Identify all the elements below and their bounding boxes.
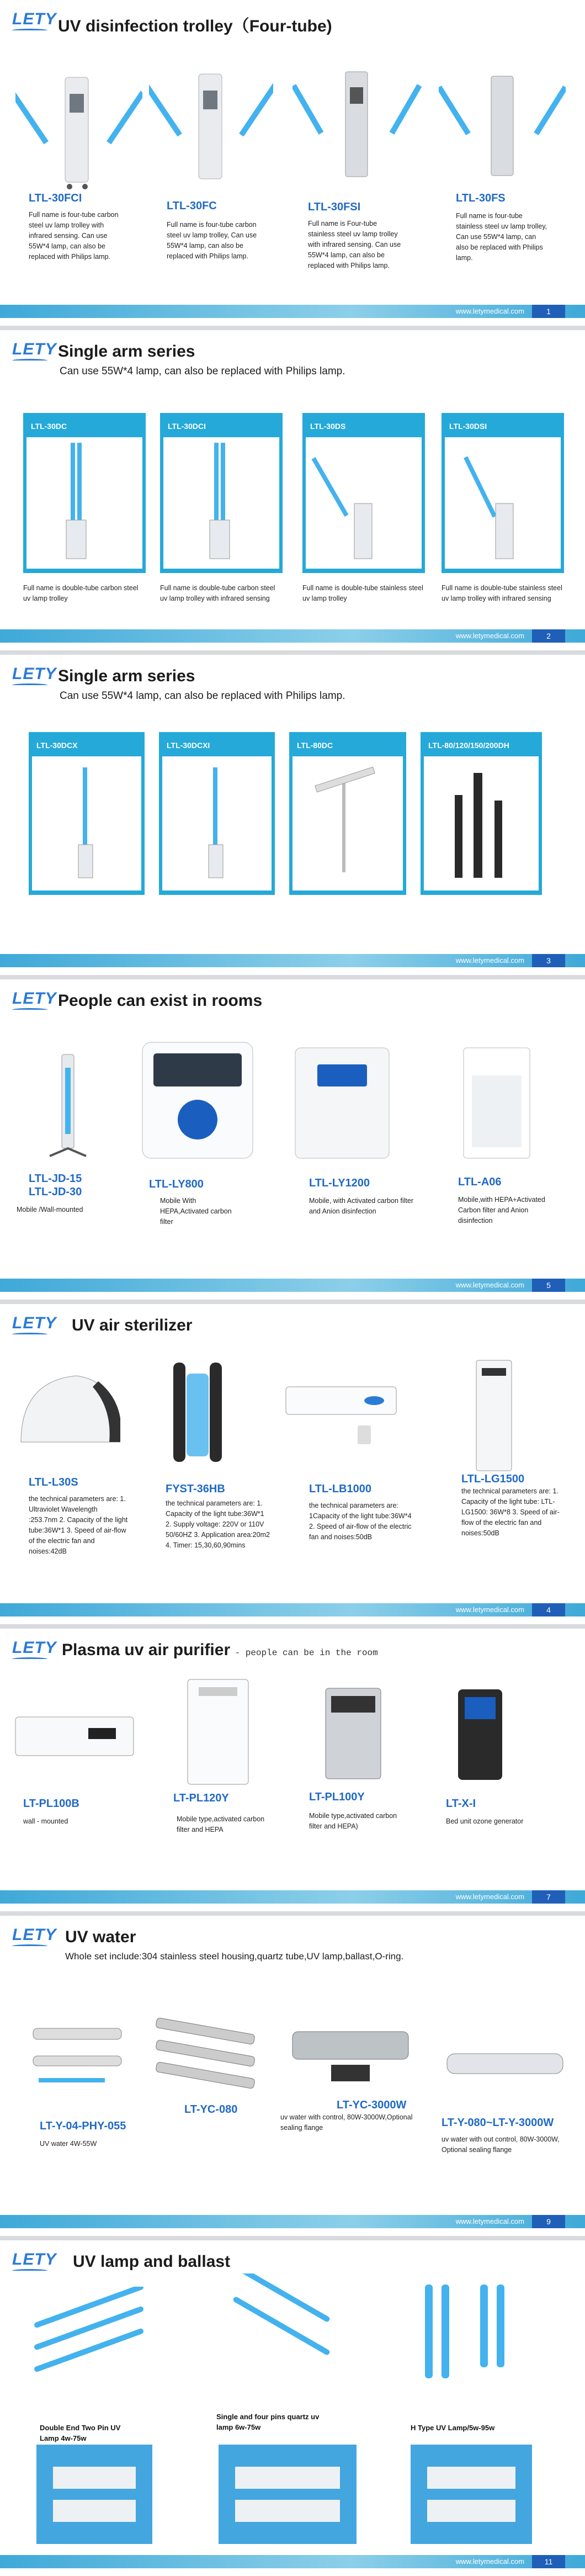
product-desc: Full name is four-tube stainless steel uv lamp trolley, Can use 55W*4 lamp, can also be replaced with Philips lamp. bbox=[456, 212, 547, 262]
ballast-image bbox=[36, 2445, 152, 2544]
sterilizer-image bbox=[10, 1359, 120, 1470]
uv-column-image bbox=[17, 1051, 121, 1162]
lety-logo: LETY bbox=[12, 1314, 51, 1337]
page-title: UV water bbox=[65, 1928, 136, 1946]
product-desc: Full name is Four-tube stainless steel uv lamp trolley with infrared sensing. Can use 55W*4 lamp, can also be replaced with Philips lamp. bbox=[308, 220, 401, 269]
lety-logo: LETY bbox=[12, 989, 51, 1013]
trolley-image bbox=[149, 57, 273, 190]
lety-logo: LETY bbox=[12, 2250, 51, 2273]
page-footer: www.letymedical.com 1 bbox=[0, 305, 585, 318]
lety-logo: LETY bbox=[12, 665, 51, 688]
product-desc: Full name is four-tube carbon steel uv lamp trolley with infrared sensing. Can use 55W*4 lamp, can also be replaced with Philips lamp. bbox=[29, 211, 119, 261]
page-single-arm-series-2 bbox=[0, 655, 585, 975]
lety-logo: LETY bbox=[12, 1639, 51, 1662]
product-card: LTL-30DS bbox=[302, 413, 425, 573]
product-card: LTL-30DCX bbox=[29, 732, 145, 895]
page-title: Single arm series bbox=[58, 342, 195, 361]
lety-logo: LETY bbox=[12, 340, 51, 363]
product-card: LTL-30DC bbox=[23, 413, 146, 573]
uv-tube-image bbox=[215, 2273, 348, 2395]
product-desc: Mobile type,activated carbon filter and HEPA) bbox=[309, 1812, 397, 1830]
wall-purifier-image bbox=[11, 1706, 138, 1767]
product-card: LTL-30DSI bbox=[442, 413, 564, 573]
page-plasma-uv-air-purifier bbox=[0, 1629, 585, 1911]
cabinet-sterilizer-image bbox=[428, 1357, 560, 1473]
product-model: LTL-L30S bbox=[29, 1476, 78, 1488]
product-desc: Single and four pins quartz uv lamp 6w-75w bbox=[216, 2413, 320, 2431]
product-desc: Double End Two Pin UV Lamp 4w-75w bbox=[40, 2424, 121, 2442]
air-purifier-image bbox=[279, 1042, 406, 1164]
product-desc: uv water with out control, 80W-3000W, Optional sealing flange bbox=[442, 2135, 560, 2154]
ballast-image bbox=[411, 2445, 532, 2544]
mobile-purifier-image bbox=[298, 1685, 403, 1784]
product-model: LT-PL120Y bbox=[173, 1792, 229, 1804]
product-model: FYST-36HB bbox=[166, 1483, 225, 1495]
page-title: Single arm series bbox=[58, 667, 195, 685]
product-model: LT-Y-04-PHY-055 bbox=[40, 2120, 126, 2132]
product-model: LTL-A06 bbox=[458, 1176, 502, 1188]
page-title: UV lamp and ballast bbox=[73, 2252, 231, 2271]
page-uv-disinfection-trolley bbox=[0, 0, 585, 326]
page-subtitle: Can use 55W*4 lamp, can also be replaced with Philips lamp. bbox=[60, 690, 345, 702]
product-model: LTL-JD-15 bbox=[29, 1173, 82, 1185]
air-purifier-image bbox=[131, 1037, 264, 1164]
page-footer: www.letymedical.com 4 bbox=[0, 1603, 585, 1616]
product-model: LTL-30FCI bbox=[29, 192, 82, 204]
product-model: LT-X-I bbox=[446, 1798, 476, 1810]
product-model: LTL-30FSI bbox=[308, 201, 361, 213]
product-desc: H Type UV Lamp/5w-95w bbox=[411, 2424, 495, 2432]
page-footer: www.letymedical.com 5 bbox=[0, 1279, 585, 1292]
product-desc: Full name is double-tube carbon steel uv lamp trolley with infrared sensing bbox=[160, 584, 275, 602]
air-purifier-image bbox=[439, 1042, 555, 1164]
product-desc: the technical parameters are: 1. Capacity of the light tube:36W*1 2. Supply voltage: 220V or 110V 50/60HZ 3. Application area:20m2 4. Timer: 15,30,60,90mins bbox=[166, 1499, 270, 1549]
page-title: UV disinfection trolley（Four-tube) bbox=[58, 17, 332, 35]
product-model: LTL-LY1200 bbox=[309, 1177, 370, 1189]
product-model: LT-Y-080~LT-Y-3000W bbox=[442, 2117, 554, 2129]
product-desc: Mobile /Wall-mounted bbox=[17, 1206, 83, 1213]
product-desc: wall - mounted bbox=[23, 1817, 68, 1825]
product-desc: Bed unit ozone generator bbox=[446, 1817, 524, 1825]
product-model: LT-PL100Y bbox=[309, 1791, 365, 1803]
product-desc: Full name is double-tube carbon steel uv lamp trolley bbox=[23, 584, 139, 602]
product-desc: the technical parameters are: 1Capacity of the light tube:36W*4 2. Speed of air-flow of the electric fan and noises:50dB bbox=[309, 1502, 412, 1541]
page-footer: www.letymedical.com 9 bbox=[0, 2215, 585, 2228]
mobile-purifier-image bbox=[166, 1676, 270, 1787]
product-desc: Mobile,with HEPA+Activated Carbon filter and Anion disinfection bbox=[458, 1196, 545, 1225]
product-model: LT-YC-3000W bbox=[337, 2099, 407, 2111]
uv-water-image bbox=[145, 2004, 266, 2098]
product-model: LTL-JD-30 bbox=[29, 1186, 82, 1198]
page-subtitle: Whole set include:304 stainless steel housing,quartz tube,UV lamp,ballast,O-ring. bbox=[65, 1951, 404, 1962]
product-desc: UV water 4W-55W bbox=[40, 2140, 97, 2148]
product-desc: the technical parameters are: 1. Ultraviolet Wavelength :253.7nm 2. Capacity of the light tube:36W*1 3. Speed of air-flow of the electric fan and noises:42dB bbox=[29, 1495, 128, 1555]
product-desc: Mobile, with Activated carbon filter and Anion disinfection bbox=[309, 1197, 413, 1215]
page-footer: www.letymedical.com 3 bbox=[0, 954, 585, 967]
page-footer: www.letymedical.com 2 bbox=[0, 629, 585, 643]
page-title: UV air sterilizer bbox=[72, 1316, 193, 1334]
product-desc: the technical parameters are: 1. Capacity of the light tube: LTL-LG1500: 36W*8 3. Speed of air-flow of the electric fan and noises:50dB bbox=[461, 1487, 560, 1537]
page-uv-lamp-and-ballast bbox=[0, 2240, 585, 2576]
uv-water-image bbox=[442, 2037, 568, 2092]
product-card: LTL-80/120/150/200DH bbox=[421, 732, 542, 895]
product-card: LTL-80DC bbox=[289, 732, 406, 895]
product-desc: Full name is double-tube stainless steel uv lamp trolley with infrared sensing bbox=[442, 584, 562, 602]
product-model: LTL-LG1500 bbox=[461, 1473, 525, 1485]
product-model: LTL-30FS bbox=[456, 192, 506, 204]
page-people-can-exist bbox=[0, 979, 585, 1300]
page-footer: www.letymedical.com 11 bbox=[0, 2555, 585, 2568]
trolley-image bbox=[439, 63, 566, 184]
product-desc: Full name is double-tube stainless steel uv lamp trolley bbox=[302, 584, 423, 602]
page-uv-air-sterilizer bbox=[0, 1304, 585, 1624]
page-title: Plasma uv air purifier - people can be in the room bbox=[62, 1641, 378, 1659]
product-model: LT-YC-080 bbox=[184, 2103, 238, 2116]
trolley-image bbox=[15, 61, 142, 193]
uv-water-image bbox=[22, 2012, 132, 2106]
product-desc: Full name is four-tube carbon steel uv lamp trolley, Can use 55W*4 lamp, can also be replaced with Philips lamp. bbox=[167, 221, 257, 260]
product-card: LTL-30DCXI bbox=[159, 732, 275, 895]
page-uv-water bbox=[0, 1916, 585, 2236]
product-desc: Mobile type,activated carbon filter and HEPA bbox=[177, 1815, 265, 1833]
product-card: LTL-30DCI bbox=[160, 413, 283, 573]
product-model: LTL-LB1000 bbox=[309, 1483, 371, 1495]
product-desc: Mobile With HEPA,Activated carbon filter bbox=[160, 1197, 232, 1226]
uv-water-image bbox=[281, 1999, 419, 2092]
wall-sterilizer-image bbox=[280, 1376, 402, 1448]
page-single-arm-series-1 bbox=[0, 330, 585, 650]
page-title: People can exist in rooms bbox=[58, 992, 263, 1010]
product-model: LT-PL100B bbox=[23, 1798, 79, 1810]
lety-logo: LETY bbox=[12, 1926, 51, 1949]
product-model: LTL-LY800 bbox=[149, 1178, 204, 1190]
ozone-generator-image bbox=[430, 1686, 530, 1785]
uv-lamp-image bbox=[142, 1357, 253, 1473]
product-model: LTL-30FC bbox=[167, 200, 217, 212]
trolley-image bbox=[292, 55, 422, 188]
uv-tube-image bbox=[25, 2287, 163, 2403]
ballast-image bbox=[219, 2445, 357, 2544]
product-desc: uv water with control, 80W-3000W,Optional sealing flange bbox=[280, 2113, 413, 2132]
uv-tube-image bbox=[403, 2273, 530, 2406]
page-footer: www.letymedical.com 7 bbox=[0, 1890, 585, 1904]
lety-logo: LETY bbox=[12, 10, 51, 33]
page-subtitle: Can use 55W*4 lamp, can also be replaced with Philips lamp. bbox=[60, 365, 345, 377]
